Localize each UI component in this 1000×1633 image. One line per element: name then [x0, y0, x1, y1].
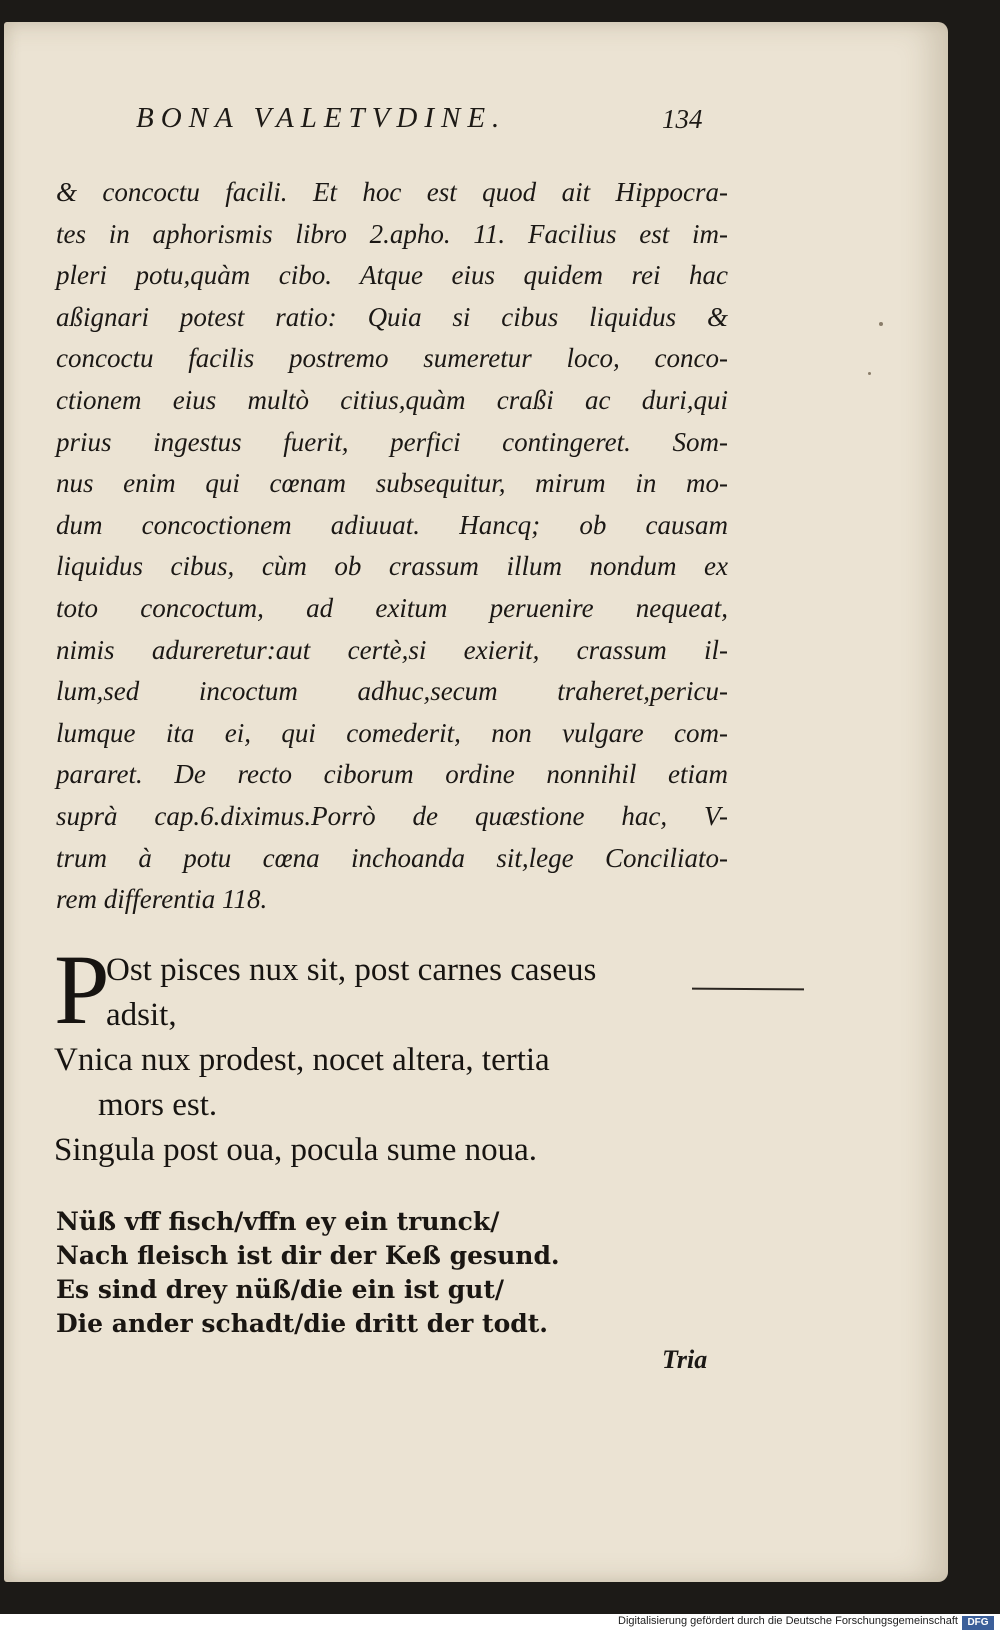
prose-line: trum à potu cœna inchoanda sit,lege Conciliato-	[56, 842, 728, 873]
german-line: Nüß vff fisch/vffn ey ein trunck/	[56, 1207, 500, 1236]
page-number: 134	[662, 104, 703, 134]
verse-line: adsit,	[106, 997, 177, 1033]
prose-line: pleri potu,quàm cibo. Atque eius quidem rei hac	[56, 260, 728, 291]
prose-line: ctionem eius multò citius,quàm craßi ac duri,qui	[56, 384, 728, 415]
catchword: Tria	[662, 1345, 708, 1374]
verse-line-text: Ost pisces nux sit, post carnes caseus	[106, 952, 597, 988]
prose-line: toto concoctum, ad exitum peruenire nequeat,	[56, 592, 728, 623]
prose-line: concoctu facilis postremo sumeretur loco, conco-	[56, 343, 728, 374]
prose-line: prius ingestus fuerit, perfici contingeret. Som-	[56, 426, 728, 457]
prose-line: dum concoctionem adiuuat. Hancq; ob causam	[56, 509, 728, 540]
german-line: Die ander schadt/die dritt der todt.	[56, 1309, 549, 1338]
german-line: Nach fleisch ist dir der Keß gesund.	[56, 1241, 560, 1270]
latin-verse	[54, 934, 744, 1173]
book-page	[4, 22, 948, 1582]
running-title: BONA VALETVDINE.	[136, 102, 507, 134]
drop-capital: P	[54, 934, 110, 1045]
paper-stain	[868, 372, 871, 375]
verse-line: Singula post oua, pocula sume noua.	[54, 1132, 538, 1168]
prose-line: rem differentia 118.	[56, 884, 268, 915]
prose-line: lum,sed incoctum adhuc,secum traheret,pericu-	[56, 676, 728, 707]
running-head	[4, 102, 948, 148]
verse-line: Vnica nux prodest, nocet altera, tertia	[54, 1042, 550, 1078]
verse-line: mors est.	[98, 1087, 218, 1123]
prose-line: aßignari potest ratio: Quia si cibus liquidus &	[56, 301, 728, 332]
prose-line: lumque ita ei, qui comederit, non vulgare com-	[56, 717, 728, 748]
prose-block	[56, 172, 728, 921]
prose-line: tes in aphorismis libro 2.apho. 11. Facilius est im-	[56, 218, 728, 249]
footer-credit: Digitalisierung gefördert durch die Deutsche Forschungsgemeinschaft	[618, 1615, 958, 1627]
prose-line: nimis adureretur:aut certè,si exierit, crassum il-	[56, 634, 728, 665]
dfg-logo: DFG	[962, 1616, 994, 1630]
prose-line: pararet. De recto ciborum ordine nonnihil etiam	[56, 759, 728, 790]
prose-line: suprà cap.6.diximus.Porrò de quæstione hac, V-	[56, 800, 728, 831]
prose-line: & concoctu facili. Et hoc est quod ait Hippocra-	[56, 177, 728, 207]
prose-line: nus enim qui cœnam subsequitur, mirum in mo-	[56, 468, 728, 499]
prose-line: liquidus cibus, cùm ob crassum illum nondum ex	[56, 551, 728, 582]
german-line: Es sind drey nüß/die ein ist gut/	[56, 1275, 505, 1304]
footer-bar	[0, 1614, 1000, 1633]
german-verse	[56, 1205, 676, 1341]
paper-stain	[879, 322, 883, 326]
